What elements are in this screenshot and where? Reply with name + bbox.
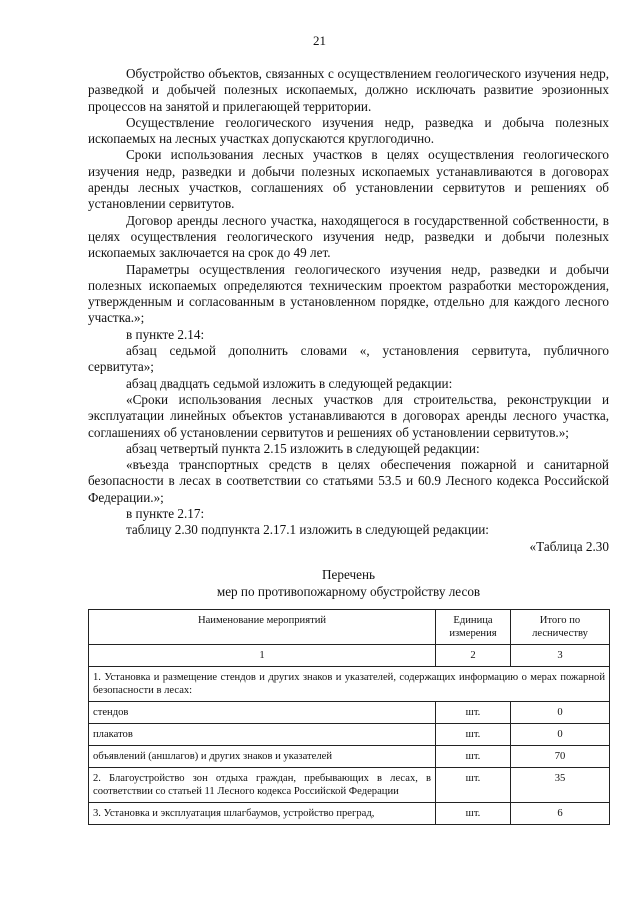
paragraph: в пункте 2.17:	[126, 506, 205, 522]
paragraph: Договор аренды лесного участка, находящегося в государственной собственности, в целях осуществления геологического изучения недр, разведки и добычи полезных ископаемых заключается на срок до 49 лет.	[88, 212, 609, 261]
table-section-row	[89, 667, 610, 702]
row-total: 0	[511, 724, 610, 746]
header-cell-unit: Единица измерения	[436, 610, 511, 645]
body-text	[88, 66, 609, 555]
row-name: 3. Установка и эксплуатация шлагбаумов, устройство преград,	[89, 803, 436, 825]
paragraph: Осуществление геологического изучения недр, разведка и добыча полезных ископаемых на лесных участках допускаются круглогодично.	[88, 114, 609, 147]
section-heading: 1. Установка и размещение стендов и других знаков и указателей, содержащих информацию о мерах пожарной безопасности в лесах:	[89, 667, 610, 702]
measures-table	[88, 609, 610, 825]
table-row	[89, 724, 610, 746]
row-unit: шт.	[436, 702, 511, 724]
row-name: стендов	[89, 702, 436, 724]
paragraph: «въезда транспортных средств в целях обеспечения пожарной и санитарной безопасности в лесах в соответствии со статьями 53.5 и 60.9 Лесного кодекса Российской Федерации.»;	[88, 457, 609, 505]
row-unit: шт.	[436, 803, 511, 825]
row-name: объявлений (аншлагов) и других знаков и указателей	[89, 746, 436, 768]
paragraph: Параметры осуществления геологического изучения недр, разведки и добычи полезных ископаемых определяются техническим проектом разработки месторождения, утвержденным и согласованным в установленном порядке, отдельно для каждого лесного участка.»;	[88, 261, 609, 326]
row-total: 6	[511, 803, 610, 825]
paragraph: абзац четвертый пункта 2.15 изложить в следующей редакции:	[126, 440, 480, 456]
paragraph: в пункте 2.14:	[126, 326, 205, 342]
column-number: 3	[511, 645, 610, 667]
table-row	[89, 746, 610, 768]
paragraph: Обустройство объектов, связанных с осуществлением геологического изучения недр, разведкой и добычей полезных ископаемых, должно исключать развитие эрозионных процессов на занятой и прилегающей территории.	[88, 66, 609, 114]
row-unit: шт.	[436, 746, 511, 768]
column-number-row	[89, 645, 610, 667]
table-caption-subtitle: мер по противопожарному обустройству лесов	[216, 584, 481, 599]
paragraph: «Сроки использования лесных участков для строительства, реконструкции и эксплуатации линейных объектов устанавливаются в договорах аренды лесного участка, соглашениях об установлении сервитутов и решениях об установлении сервитутов.»;	[88, 391, 609, 440]
table-row	[89, 768, 610, 803]
paragraph: Сроки использования лесных участков в целях осуществления геологического изучения недр, разведки и добычи полезных ископаемых устанавливаются в договорах аренды лесных участков, соглашениях об установлении сервитутов и решениях об установлении сервитутов.	[88, 147, 609, 212]
row-unit: шт.	[436, 724, 511, 746]
row-total: 35	[511, 768, 610, 803]
row-total: 0	[511, 702, 610, 724]
row-total: 70	[511, 746, 610, 768]
column-number: 1	[89, 645, 436, 667]
header-cell-name: Наименование мероприятий	[89, 610, 436, 645]
table-caption-title: Перечень	[321, 567, 376, 582]
header-cell-total: Итого по лесничеству	[511, 610, 610, 645]
row-name: 2. Благоустройство зон отдыха граждан, пребывающих в лесах, в соответствии со статьей 11 Лесного кодекса Российской Федерации	[89, 768, 436, 803]
paragraph: абзац седьмой дополнить словами «, установления сервитута, публичного сервитута»;	[88, 343, 609, 375]
page-number: 21	[313, 33, 326, 48]
paragraph: абзац двадцать седьмой изложить в следующей редакции:	[126, 375, 453, 391]
table-row	[89, 702, 610, 724]
table-row	[89, 803, 610, 825]
row-unit: шт.	[436, 768, 511, 803]
table-reference: «Таблица 2.30	[529, 538, 609, 554]
row-name: плакатов	[89, 724, 436, 746]
paragraph: таблицу 2.30 подпункта 2.17.1 изложить в следующей редакции:	[126, 522, 489, 538]
column-number: 2	[436, 645, 511, 667]
table-header-row	[89, 610, 610, 645]
